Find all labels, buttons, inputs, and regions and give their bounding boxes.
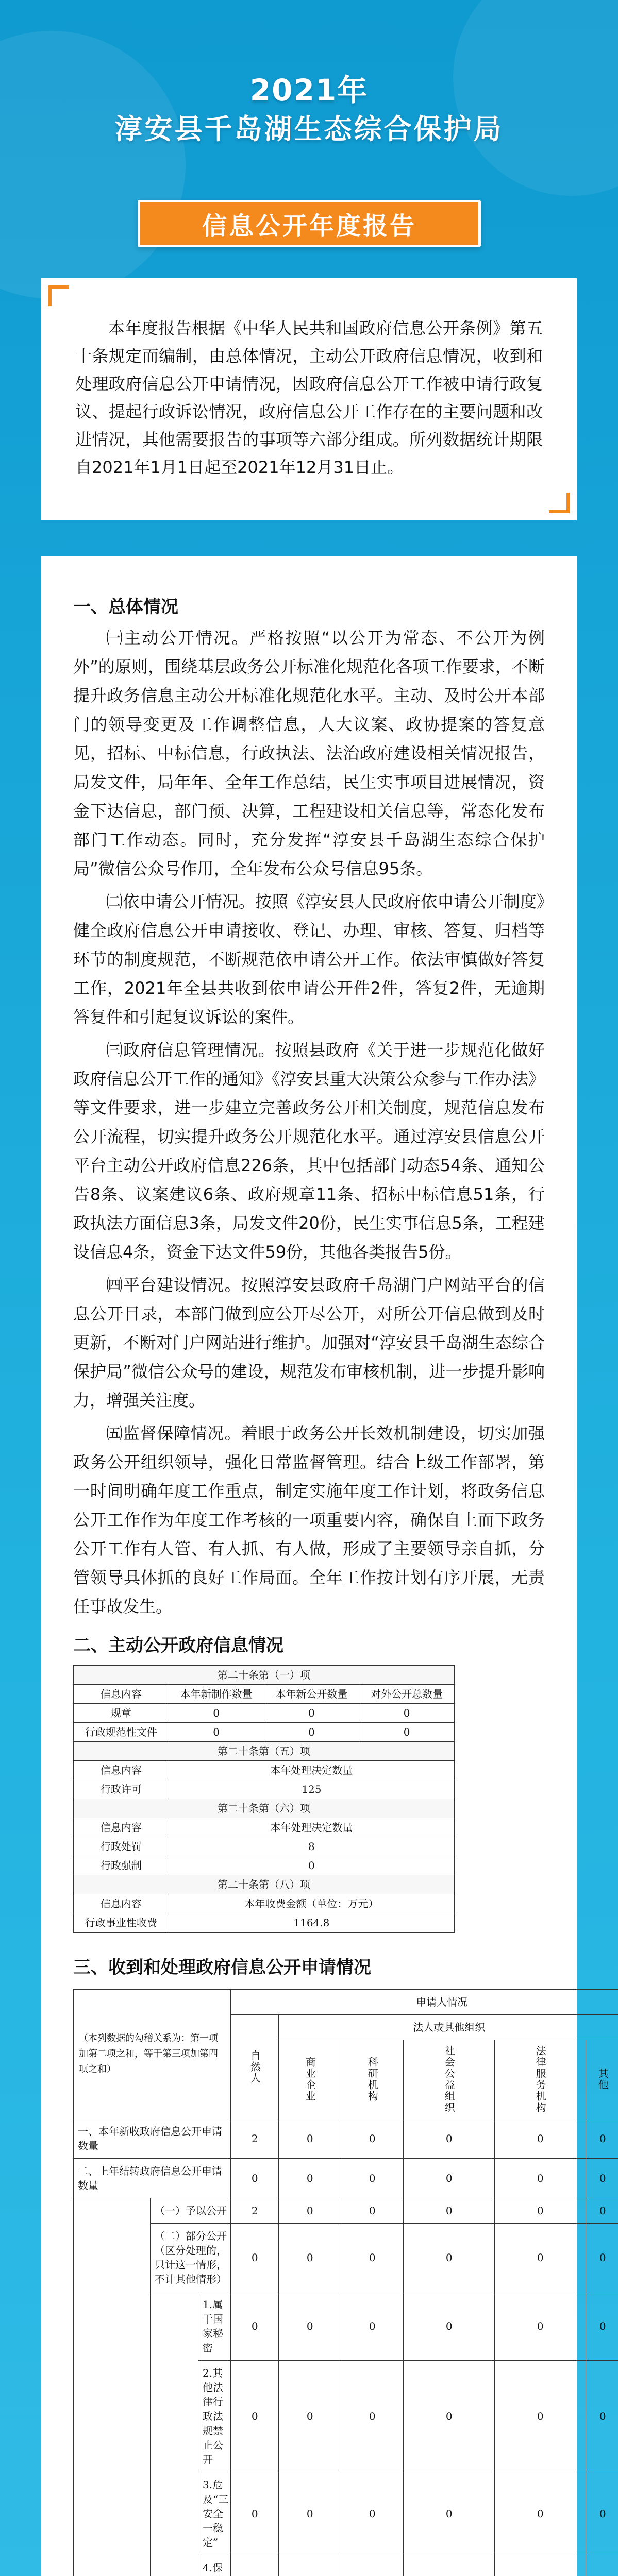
table-header: 本年处理决定数量: [169, 1818, 454, 1837]
table-cell: [495, 2555, 586, 2576]
table-cell: 0: [279, 2472, 341, 2555]
table-header: 科研机构: [341, 2040, 404, 2119]
table-header: 本年新公开数量: [264, 1685, 359, 1704]
table-header: 本年处理决定数量: [169, 1761, 454, 1780]
table-header: 商业企业: [279, 2040, 341, 2119]
table-row: [74, 1723, 455, 1742]
application-handling-table: [73, 1989, 618, 2576]
table-cell: 0: [231, 2292, 279, 2361]
table-row: [74, 1856, 455, 1875]
table-row: [74, 2119, 618, 2159]
table-cell: 0: [495, 2119, 586, 2159]
intro-card: [41, 278, 577, 520]
table-cell: 1.属于国家秘密: [198, 2292, 231, 2361]
table-subheader: 第二十条第（五）项: [74, 1742, 455, 1761]
section1-p5: ㈤监督保障情况。着眼于政务公开长效机制建设，切实加强政务公开组织领导，强化日常监督管理。结合上级工作部署，第一时间明确年度工作重点，制定实施年度工作计划，将政务信息公开工作作为年度工作考核的一项重要内容，确保自上而下政务公开工作有人管、有人抓、有人做，形成了主要领导亲自抓，分管领导具体抓的良好工作局面。全年工作按计划有序开展，无责任事故发生。: [73, 1423, 545, 1616]
banner-label: 信息公开年度报告: [202, 211, 416, 241]
table-cell: 2: [231, 2198, 279, 2224]
table-cell: 0: [495, 2224, 586, 2292]
table-header: 信息内容: [74, 1894, 169, 1913]
report-banner: [138, 200, 481, 247]
table-subheader: 第二十条第（一）项: [74, 1666, 455, 1685]
table-cell: 行政规范性文件: [74, 1723, 169, 1742]
table-cell: 0: [586, 2159, 618, 2198]
header: [0, 0, 618, 185]
table-cell: 0: [279, 2224, 341, 2292]
table-cell: 3.危及“三安全一稳定”: [198, 2472, 231, 2555]
table-header: 申请人情况: [231, 1990, 618, 2015]
table-cell: 0: [359, 1704, 455, 1723]
proactive-disclosure-table: [73, 1665, 455, 1933]
table-cell: 0: [231, 2472, 279, 2555]
table-cell: 规章: [74, 1704, 169, 1723]
table-cell: 0: [586, 2292, 618, 2361]
application-rows: [74, 2119, 618, 2576]
table-header: 本年收费金额（单位：万元）: [169, 1894, 454, 1913]
table-cell: 0: [404, 2119, 495, 2159]
table-cell: 0: [341, 2292, 404, 2361]
table-cell: 行政处罚: [74, 1837, 169, 1856]
table-cell: 0: [495, 2361, 586, 2472]
table-cell: 0: [169, 1723, 264, 1742]
table-cell: 0: [341, 2361, 404, 2472]
table-header: 对外公开总数量: [359, 1685, 455, 1704]
table-cell: 0: [279, 2159, 341, 2198]
table-cell: 0: [169, 1856, 454, 1875]
table-cell: 0: [264, 1723, 359, 1742]
table-cell: 0: [404, 2292, 495, 2361]
table-cell: [279, 2555, 341, 2576]
table-cell: 0: [279, 2198, 341, 2224]
section1-p2: ㈡依申请公开情况。按照《淳安县人民政府依申请公开制度》健全政府信息公开申请接收、登记、办理、审核、答复、归档等环节的制度规范，不断规范依申请公开工作。依法审慎做好答复工作，2021年全县共收到依申请公开件2件，答复2件，无逾期答复件和引起复议诉讼的案件。: [73, 892, 545, 1027]
table-cell: 0: [495, 2292, 586, 2361]
table-cell: [586, 2555, 618, 2576]
table-cell: 行政强制: [74, 1856, 169, 1875]
table-row: [74, 2292, 618, 2361]
table-cell: 0: [586, 2472, 618, 2555]
table-row: [74, 1837, 455, 1856]
table-header: 信息内容: [74, 1685, 169, 1704]
table-header: 本年新制作数量: [169, 1685, 264, 1704]
report-body: [41, 556, 609, 2576]
table-cell: 0: [586, 2361, 618, 2472]
table-cell: 0: [341, 2159, 404, 2198]
table-cell: 行政事业性收费: [74, 1913, 169, 1933]
table-note: （本列数据的勾稽关系为：第一项加第二项之和，等于第三项加第四项之和）: [74, 1990, 231, 2119]
table-cell: （二）部分公开（区分处理的，只计这一情形，不计其他情形）: [151, 2224, 231, 2292]
table-cell: 8: [169, 1837, 454, 1856]
section1-title: 一、总体情况: [73, 597, 178, 617]
table-cell: [404, 2555, 495, 2576]
table-cell: 一、本年新收政府信息公开申请数量: [74, 2119, 231, 2159]
table-header: 法律服务机构: [495, 2040, 586, 2119]
table-cell: 0: [264, 1704, 359, 1723]
table-header: 信息内容: [74, 1818, 169, 1837]
table-cell: 2: [231, 2119, 279, 2159]
table-row: [74, 1913, 455, 1933]
table-cell: 0: [279, 2361, 341, 2472]
table-row: [74, 1704, 455, 1723]
table-cell: 125: [169, 1780, 454, 1799]
table-cell: [341, 2555, 404, 2576]
table-cell: [231, 2555, 279, 2576]
report-year: 2021年: [249, 73, 369, 108]
table-cell: 0: [359, 1723, 455, 1742]
table-cell: 4.保: [198, 2555, 231, 2576]
table-header: 自然人: [231, 2015, 279, 2119]
table-row: [74, 1780, 455, 1799]
table-cell: 0: [231, 2224, 279, 2292]
table-cell: 1164.8: [169, 1913, 454, 1933]
table-cell: 0: [231, 2361, 279, 2472]
table-cell: 0: [341, 2472, 404, 2555]
table-row: [74, 2159, 618, 2198]
table-cell: 二、上年结转政府信息公开申请数量: [74, 2159, 231, 2198]
table-cell: 0: [279, 2119, 341, 2159]
table-cell: [74, 2198, 151, 2576]
table-cell: 0: [341, 2119, 404, 2159]
table-cell: 0: [279, 2292, 341, 2361]
table-cell: 0: [404, 2198, 495, 2224]
table-subheader: 第二十条第（八）项: [74, 1875, 455, 1894]
table-cell: 0: [495, 2472, 586, 2555]
table-cell: 0: [341, 2198, 404, 2224]
section1-p3: ㈢政府信息管理情况。按照县政府《关于进一步规范化做好政府信息公开工作的通知》《淳安县重大决策公众参与工作办法》等文件要求，进一步建立完善政务公开相关制度，规范信息发布公开流程，切实提升政务公开规范化水平。通过淳安县信息公开平台主动公开政府信息226条，其中包括部门动态54条、通知公告8条、议案建议6条、政府规章11条、招标中标信息51条，行政执法方面信息3条，局发文件20份，民生实事信息5条，工程建设信息4条，资金下达文件59份，其他各类报告5份。: [73, 1040, 545, 1262]
table-cell: 0: [404, 2472, 495, 2555]
intro-text: 本年度报告根据《中华人民共和国政府信息公开条例》第五十条规定而编制，由总体情况，主动公开政府信息情况，收到和处理政府信息公开申请情况，因政府信息公开工作被申请行政复议、提起行政诉讼情况，政府信息公开工作存在的主要问题和改进情况，其他需要报告的事项等六部分组成。所列数据统计期限自2021年1月1日起至2021年12月31日止。: [75, 318, 543, 477]
table-cell: 0: [495, 2159, 586, 2198]
table-cell: 2.其他法律行政法规禁止公开: [198, 2361, 231, 2472]
table-cell: 0: [586, 2198, 618, 2224]
table-header: 其他: [586, 2040, 618, 2119]
table-header: 信息内容: [74, 1761, 169, 1780]
table-cell: 0: [341, 2224, 404, 2292]
table-header: 法人或其他组织: [279, 2015, 618, 2040]
section2-title: 二、主动公开政府信息情况: [73, 1635, 283, 1656]
table-header: 社会公益组织: [404, 2040, 495, 2119]
table-cell: （一）予以公开: [151, 2198, 231, 2224]
organization-title: 淳安县千岛湖生态综合保护局: [114, 113, 504, 145]
table-cell: 0: [404, 2361, 495, 2472]
table-subheader: 第二十条第（六）项: [74, 1799, 455, 1818]
table-cell: [151, 2292, 198, 2576]
table-cell: 0: [495, 2198, 586, 2224]
table-cell: 0: [586, 2224, 618, 2292]
table-cell: 0: [231, 2159, 279, 2198]
table-cell: 行政许可: [74, 1780, 169, 1799]
table-row: [74, 2224, 618, 2292]
table-cell: 0: [169, 1704, 264, 1723]
section1-p4: ㈣平台建设情况。按照淳安县政府千岛湖门户网站平台的信息公开目录，本部门做到应公开尽公开，对所公开信息做到及时更新，不断对门户网站进行维护。加强对“淳安县千岛湖生态综合保护局”微信公众号的建设，规范发布审核机制，进一步提升影响力，增强关注度。: [73, 1275, 545, 1410]
table-row: [74, 2198, 618, 2224]
table-cell: 0: [404, 2224, 495, 2292]
table-cell: 0: [586, 2119, 618, 2159]
table-cell: 0: [404, 2159, 495, 2198]
section3-title: 三、收到和处理政府信息公开申请情况: [73, 1957, 371, 1978]
section1-p1: ㈠主动公开情况。严格按照“以公开为常态、不公开为例外”的原则，围绕基层政务公开标准化规范化各项工作要求，不断提升政务信息主动公开标准化规范化水平。主动、及时公开本部门的领导变更及工作调整信息，人大议案、政协提案的答复意见，招标、中标信息，行政执法、法治政府建设相关情况报告，局发文件，局年年、全年工作总结，民生实事项目进展情况，资金下达信息，部门预、决算，工程建设相关信息等，常态化发布部门工作动态。同时，充分发挥“淳安县千岛湖生态综合保护局”微信公众号作用，全年发布公众号信息95条。: [73, 628, 545, 878]
